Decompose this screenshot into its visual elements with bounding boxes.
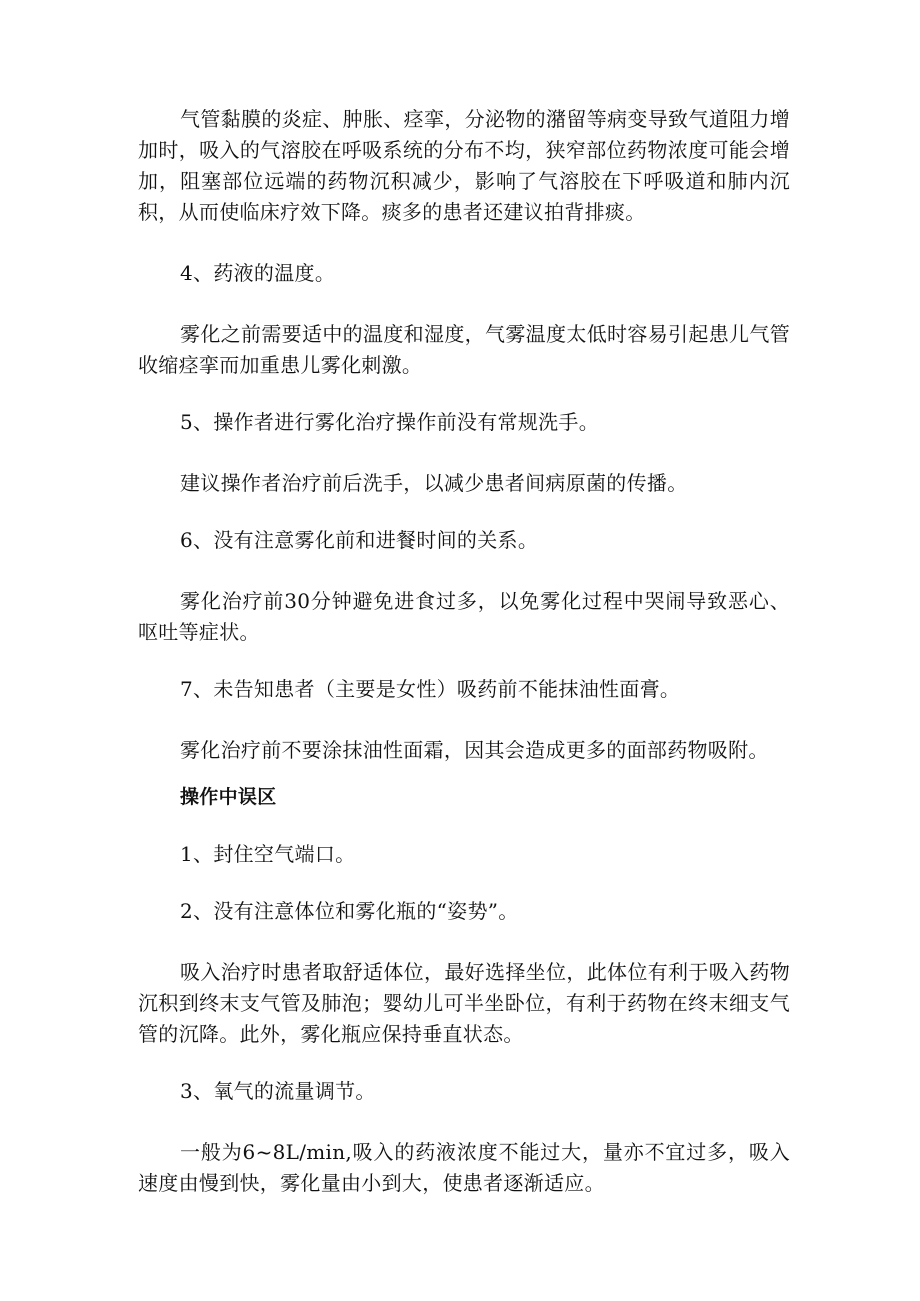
spacer — [138, 648, 790, 674]
paragraph-temperature-humidity: 雾化之前需要适中的温度和湿度，气雾温度太低时容易引起患儿气管收缩痉挛而加重患儿雾化刺激。 — [138, 322, 790, 377]
paragraph-no-oily-cream: 雾化治疗前不要涂抹油性面霜，因其会造成更多的面部药物吸附。 — [180, 738, 769, 762]
spacer — [138, 870, 790, 896]
spacer — [138, 499, 790, 525]
paragraph-comfortable-position: 吸入治疗时患者取舒适体位，最好选择坐位，此体位有利于吸入药物沉积到终末支气管及肺泡；婴幼儿可半坐卧位，有利于药物在终末细支气管的沉降。此外，雾化瓶应保持垂直状态。 — [138, 960, 790, 1046]
item-1-air-port: 1、封住空气端口。 — [180, 842, 356, 866]
spacer — [138, 1050, 790, 1076]
paragraph-airway-inflammation: 气管黏膜的炎症、肿胀、痉挛，分泌物的潴留等病变导致气道阻力增加时，吸入的气溶胶在呼吸系统的分布不均，狭窄部位药物浓度可能会增加，阻塞部位远端的药物沉积减少，影响了气溶胶在下呼吸道和肺内沉积，从而使临床疗效下降。痰多的患者还建议拍背排痰。 — [138, 107, 790, 224]
item-7-oily-cream: 7、未告知患者（主要是女性）吸药前不能抹油性面膏。 — [180, 677, 681, 701]
item-6-meal-timing: 6、没有注意雾化前和进餐时间的关系。 — [180, 528, 539, 552]
item-4-liquid-temperature: 4、药液的温度。 — [180, 261, 336, 285]
paragraph-avoid-eating: 雾化治疗前30分钟避免进食过多，以免雾化过程中哭闹导致恶心、呕吐等症状。 — [138, 589, 790, 644]
spacer — [138, 381, 790, 407]
item-5-hand-washing: 5、操作者进行雾化治疗操作前没有常规洗手。 — [180, 410, 600, 434]
spacer — [138, 556, 790, 586]
item-2-posture: 2、没有注意体位和雾化瓶的“姿势”。 — [180, 899, 519, 923]
spacer — [138, 289, 790, 319]
spacer — [138, 766, 790, 782]
spacer — [138, 438, 790, 468]
spacer — [138, 705, 790, 735]
paragraph-wash-hands: 建议操作者治疗前后洗手，以减少患者间病原菌的传播。 — [180, 471, 688, 495]
section-heading-operation-mistakes: 操作中误区 — [180, 786, 277, 808]
spacer — [138, 927, 790, 957]
spacer — [138, 1107, 790, 1137]
spacer — [138, 228, 790, 258]
document-body — [138, 104, 790, 1199]
spacer — [138, 813, 790, 839]
paragraph-flow-rate: 一般为6~8L/min,吸入的药液浓度不能过大，量亦不宜过多，吸入速度由慢到快，雾化量由小到大，使患者逐渐适应。 — [138, 1140, 790, 1195]
item-3-oxygen-flow: 3、氧气的流量调节。 — [180, 1079, 376, 1103]
